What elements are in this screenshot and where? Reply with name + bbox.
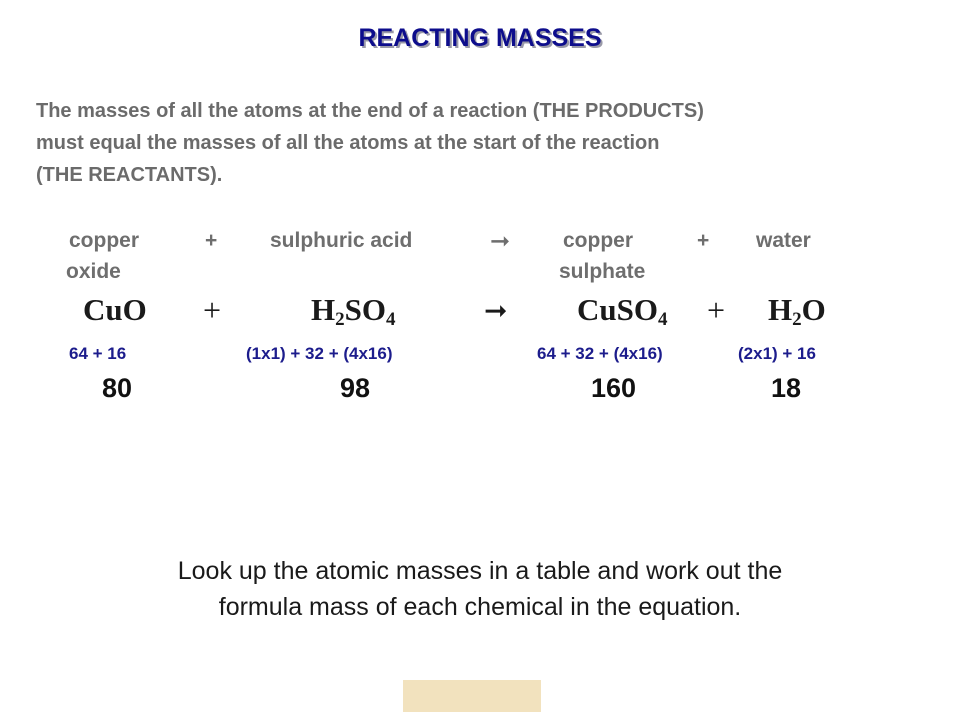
word-reactant2: sulphuric acid: [270, 229, 413, 252]
intro-line-1: The masses of all the atoms at the end of a reaction (THE PRODUCTS): [36, 100, 704, 122]
calc-cuso4: 64 + 32 + (4x16): [537, 344, 663, 363]
word-plus-1: +: [205, 229, 218, 252]
word-product1-line2: sulphate: [559, 260, 646, 283]
total-cuso4: 160: [591, 373, 637, 403]
instruction-text: [0, 553, 960, 625]
calc-h2o: (2x1) + 16: [738, 344, 816, 363]
formula-cuso4: CuSO$_4$: [577, 292, 668, 330]
formula-arrow-icon: ➞: [484, 295, 508, 326]
calc-h2so4: (1x1) + 32 + (4x16): [246, 344, 393, 363]
total-h2o: 18: [771, 373, 802, 403]
word-arrow-icon: ➞: [490, 228, 511, 255]
intro-line-3: (THE REACTANTS).: [36, 164, 223, 186]
instruction-line-1: Look up the atomic masses in a table and work out the: [177, 557, 783, 585]
word-reactant1-line1: copper: [69, 229, 140, 252]
instruction-line-2: formula mass of each chemical in the equation.: [218, 593, 742, 621]
tan-box: [403, 680, 541, 712]
formula-h2o: $H_2O$: [768, 292, 826, 330]
word-plus-2: +: [697, 229, 710, 252]
word-product2: water: [756, 229, 811, 252]
page-title: REACTING MASSES: [358, 24, 602, 52]
formula-cuo: CuO: [83, 292, 147, 327]
formula-plus-1: +: [203, 292, 222, 328]
calc-cuo: 64 + 16: [69, 344, 127, 363]
total-cuo: 80: [102, 373, 133, 403]
formula-plus-2: +: [707, 292, 726, 328]
intro-line-2: must equal the masses of all the atoms at the start of the reaction: [36, 132, 660, 154]
word-reactant1-line2: oxide: [66, 260, 121, 283]
intro-text: [36, 95, 956, 191]
total-h2so4: 98: [340, 373, 371, 403]
formula-h2so4: $H_2SO_4$: [311, 292, 396, 330]
word-product1-line1: copper: [563, 229, 634, 252]
